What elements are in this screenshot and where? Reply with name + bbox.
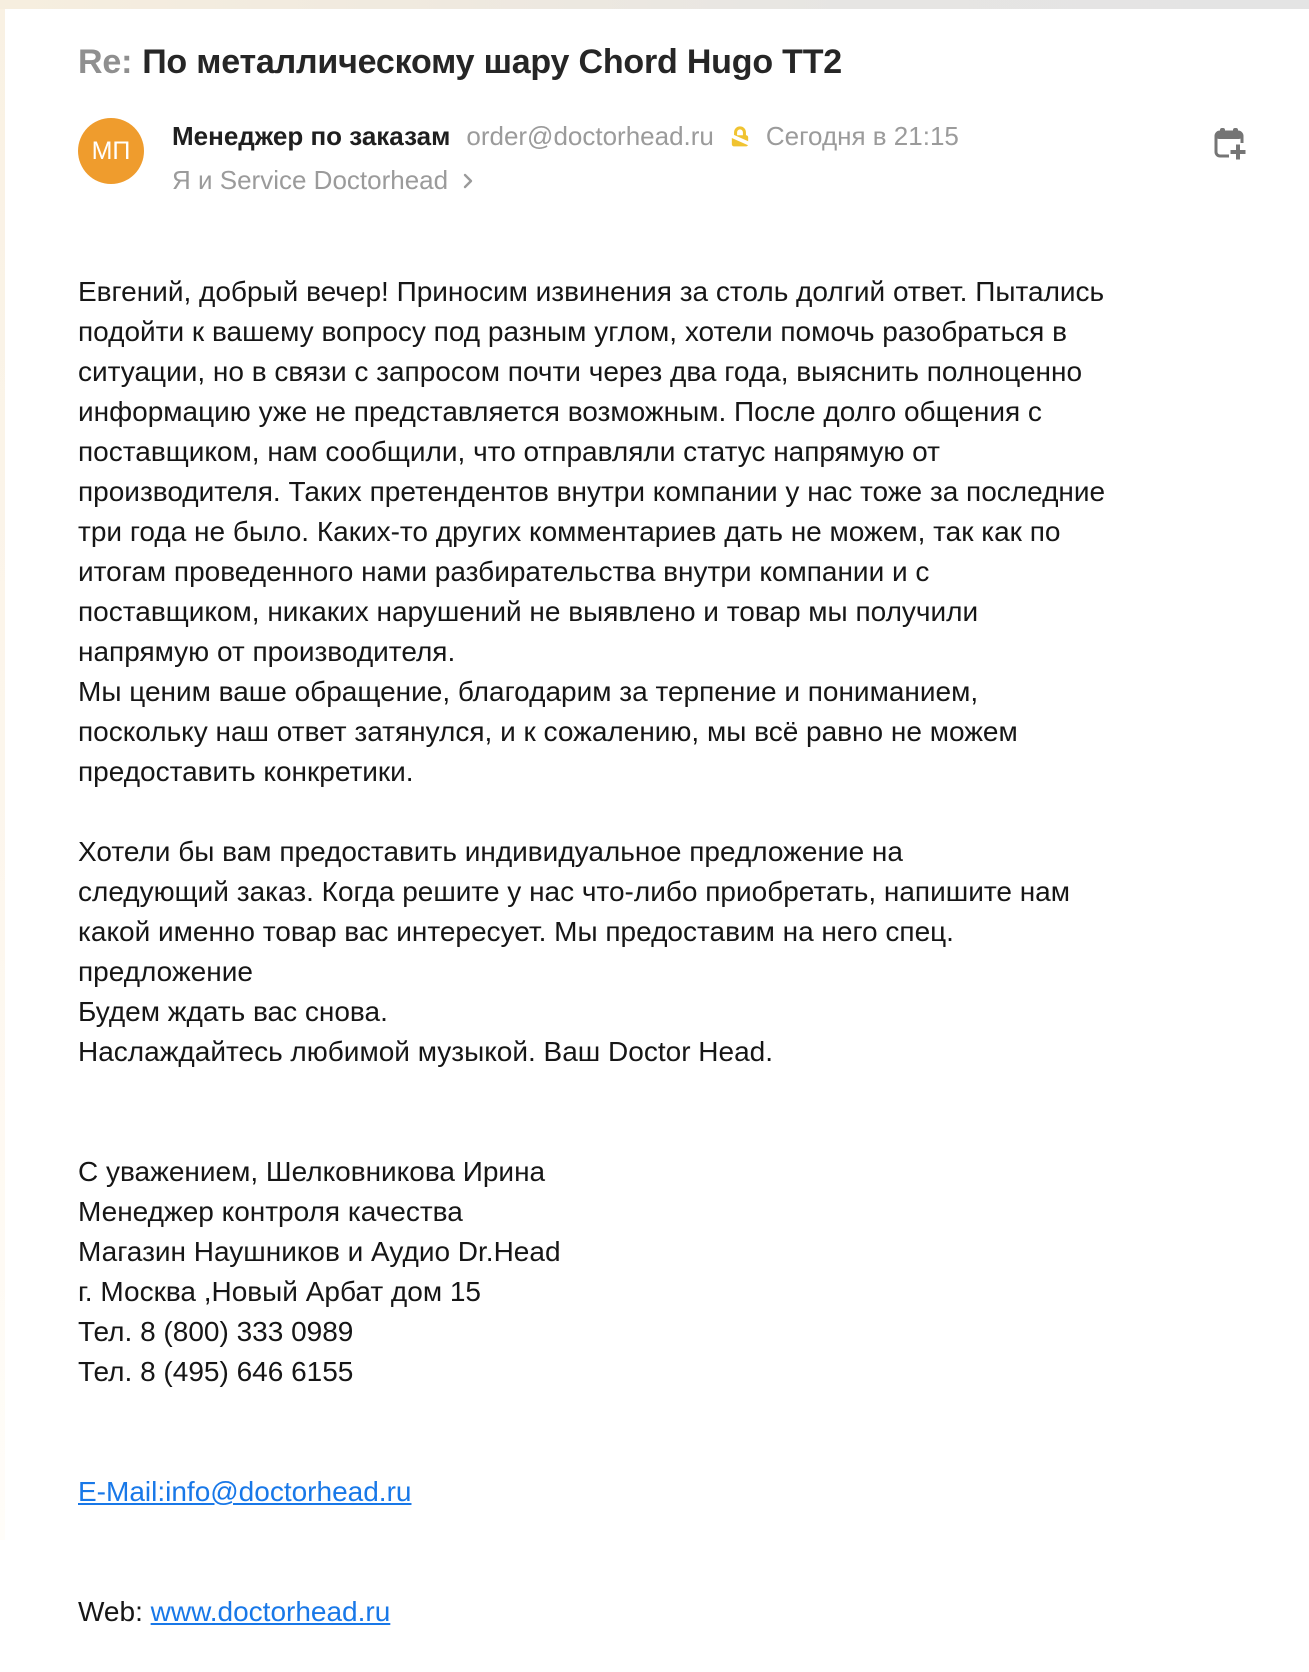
email-subject (78, 42, 1249, 82)
signature-email-line (78, 1432, 1249, 1512)
web-label: Web: (78, 1596, 151, 1627)
body-paragraph-2: Хотели бы вам предоставить индивидуальное предложение на следующий заказ. Когда решите у нас что-либо приобретать, напишите нам какой именно товар вас интересует. Мы предоставим на него спец. предложение Будем ждать вас снова. Наслаждайтесь любимой музыкой. Ваш Doctor Head. (78, 836, 1070, 1067)
subject-text: По металлическому шару Chord Hugo TT2 (142, 43, 842, 81)
sender-header (78, 118, 1249, 196)
email-body (78, 272, 1249, 1672)
signature-block (78, 1112, 1249, 1672)
body-paragraph-1: Евгений, добрый вечер! Приносим извинения за столь долгий ответ. Пытались подойти к вашему вопросу под разным углом, хотели помочь разобраться в ситуации, но в связи с запросом почти через два года, выяснить полноценно информацию уже не представляется возможным. После долго общения с поставщиком, нам сообщили, что отправляли статус напрямую от производителя. Таких претендентов внутри компании у нас тоже за последние три года не было. Каких-то других комментариев дать не можем, так как по итогам проведенного нами разбирательства внутри компании и с поставщиком, никаких нарушений не выявлено и товар мы получили напрямую от производителя. Мы ценим ваше обращение, благодарим за терпение и пониманием, поскольку наш ответ затянулся, и к сожалению, мы всё равно не можем предоставить конкретики. (78, 276, 1106, 787)
recipients-label[interactable]: Я и Service Doctorhead (172, 165, 449, 195)
lock-slash-icon (726, 122, 754, 152)
subject-re-prefix: Re: (78, 43, 133, 81)
create-event-icon (1210, 124, 1248, 162)
sender-line (172, 121, 959, 152)
sender-info (172, 118, 959, 196)
signature-web-line (78, 1552, 1249, 1632)
create-event-button[interactable] (1209, 124, 1249, 164)
recipients-row[interactable] (172, 165, 959, 196)
web-link[interactable]: www.doctorhead.ru (150, 1596, 391, 1627)
signature-lines: С уважением, Шелковникова Ирина Менеджер контроля качества Магазин Наушников и Аудио Dr.Head г. Москва ,Новый Арбат дом 15 Тел. 8 (800) 333 0989 Тел. 8 (495) 646 6155 (78, 1156, 561, 1387)
sender-name[interactable]: Менеджер по заказам (172, 121, 451, 151)
sender-email[interactable]: order@doctorhead.ru (466, 121, 714, 151)
timestamp: Сегодня в 21:15 (765, 121, 959, 151)
chevron-right-icon[interactable] (458, 170, 478, 192)
email-link[interactable]: E-Mail:info@doctorhead.ru (78, 1476, 412, 1507)
avatar[interactable]: МП (78, 118, 144, 184)
